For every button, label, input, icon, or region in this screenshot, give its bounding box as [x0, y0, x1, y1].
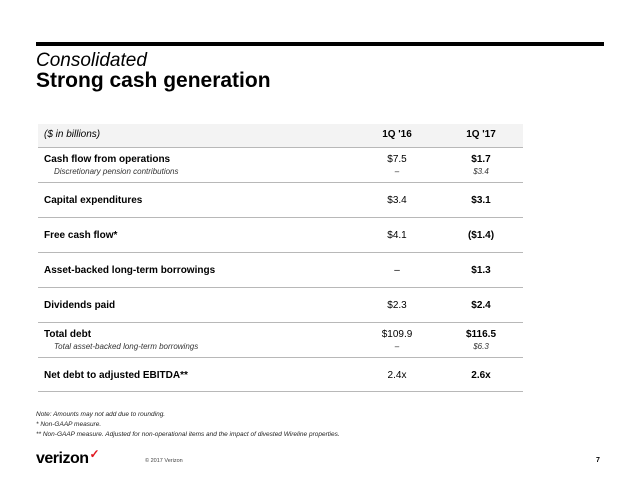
cash-table	[38, 124, 523, 392]
footnotes	[36, 410, 340, 440]
table-header-row	[38, 124, 523, 147]
table-row-dividends	[38, 287, 523, 322]
sub-value-1q16: –	[394, 167, 400, 176]
top-rule	[36, 42, 604, 46]
sub-value-1q16: –	[394, 342, 400, 351]
value-1q17: 2.6x	[471, 370, 491, 381]
footnote-adjusted: ** Non-GAAP measure. Adjusted for non-operational items and the impact of divested Wireline properties.	[36, 431, 340, 438]
copyright: © 2017 Verizon	[145, 458, 183, 464]
table-row-free-cash-flow	[38, 217, 523, 252]
page-supertitle: Consolidated	[36, 50, 147, 71]
value-1q17: $1.3	[471, 265, 491, 276]
row-label: Cash flow from operations	[44, 154, 171, 165]
column-header-1q16: 1Q '16	[382, 129, 412, 140]
table-row-asset-backed-borrowings	[38, 252, 523, 287]
footnote-non-gaap: * Non-GAAP measure.	[36, 421, 102, 428]
table-row-net-debt-ebitda	[38, 357, 523, 392]
value-1q16: –	[394, 265, 400, 276]
row-sub-label: Total asset-backed long-term borrowings	[54, 342, 199, 351]
footnote-rounding: Note: Amounts may not add due to rounding.	[36, 411, 166, 418]
value-1q16: $109.9	[381, 329, 413, 340]
table-row-cash-flow-operations	[38, 147, 523, 182]
checkmark-icon: ✓	[89, 447, 100, 461]
logo-text: verizon	[36, 450, 89, 467]
row-label: Free cash flow*	[44, 230, 118, 241]
value-1q16: $2.3	[387, 300, 407, 311]
sub-value-1q17: $6.3	[473, 342, 489, 351]
verizon-logo	[36, 447, 100, 468]
row-label: Asset-backed long-term borrowings	[44, 265, 216, 276]
sub-value-1q17: $3.4	[473, 167, 489, 176]
page-title: Strong cash generation	[36, 69, 271, 92]
column-header-1q17: 1Q '17	[466, 129, 496, 140]
row-label: Total debt	[44, 329, 92, 340]
page-number: 7	[596, 457, 600, 464]
value-1q17: $3.1	[471, 195, 491, 206]
value-1q16: $4.1	[387, 230, 407, 241]
value-1q16: 2.4x	[387, 370, 407, 381]
value-1q16: $7.5	[387, 154, 407, 165]
row-label: Capital expenditures	[44, 195, 143, 206]
row-label: Net debt to adjusted EBITDA**	[44, 370, 188, 381]
value-1q17: $1.7	[471, 154, 491, 165]
table-row-total-debt	[38, 322, 523, 357]
row-label: Dividends paid	[44, 300, 116, 311]
value-1q17: $2.4	[471, 300, 491, 311]
units-header: ($ in billions)	[44, 129, 101, 140]
row-sub-label: Discretionary pension contributions	[54, 167, 179, 176]
value-1q17: $116.5	[465, 329, 497, 340]
value-1q17: ($1.4)	[467, 230, 495, 241]
table-row-capex	[38, 182, 523, 217]
value-1q16: $3.4	[387, 195, 407, 206]
